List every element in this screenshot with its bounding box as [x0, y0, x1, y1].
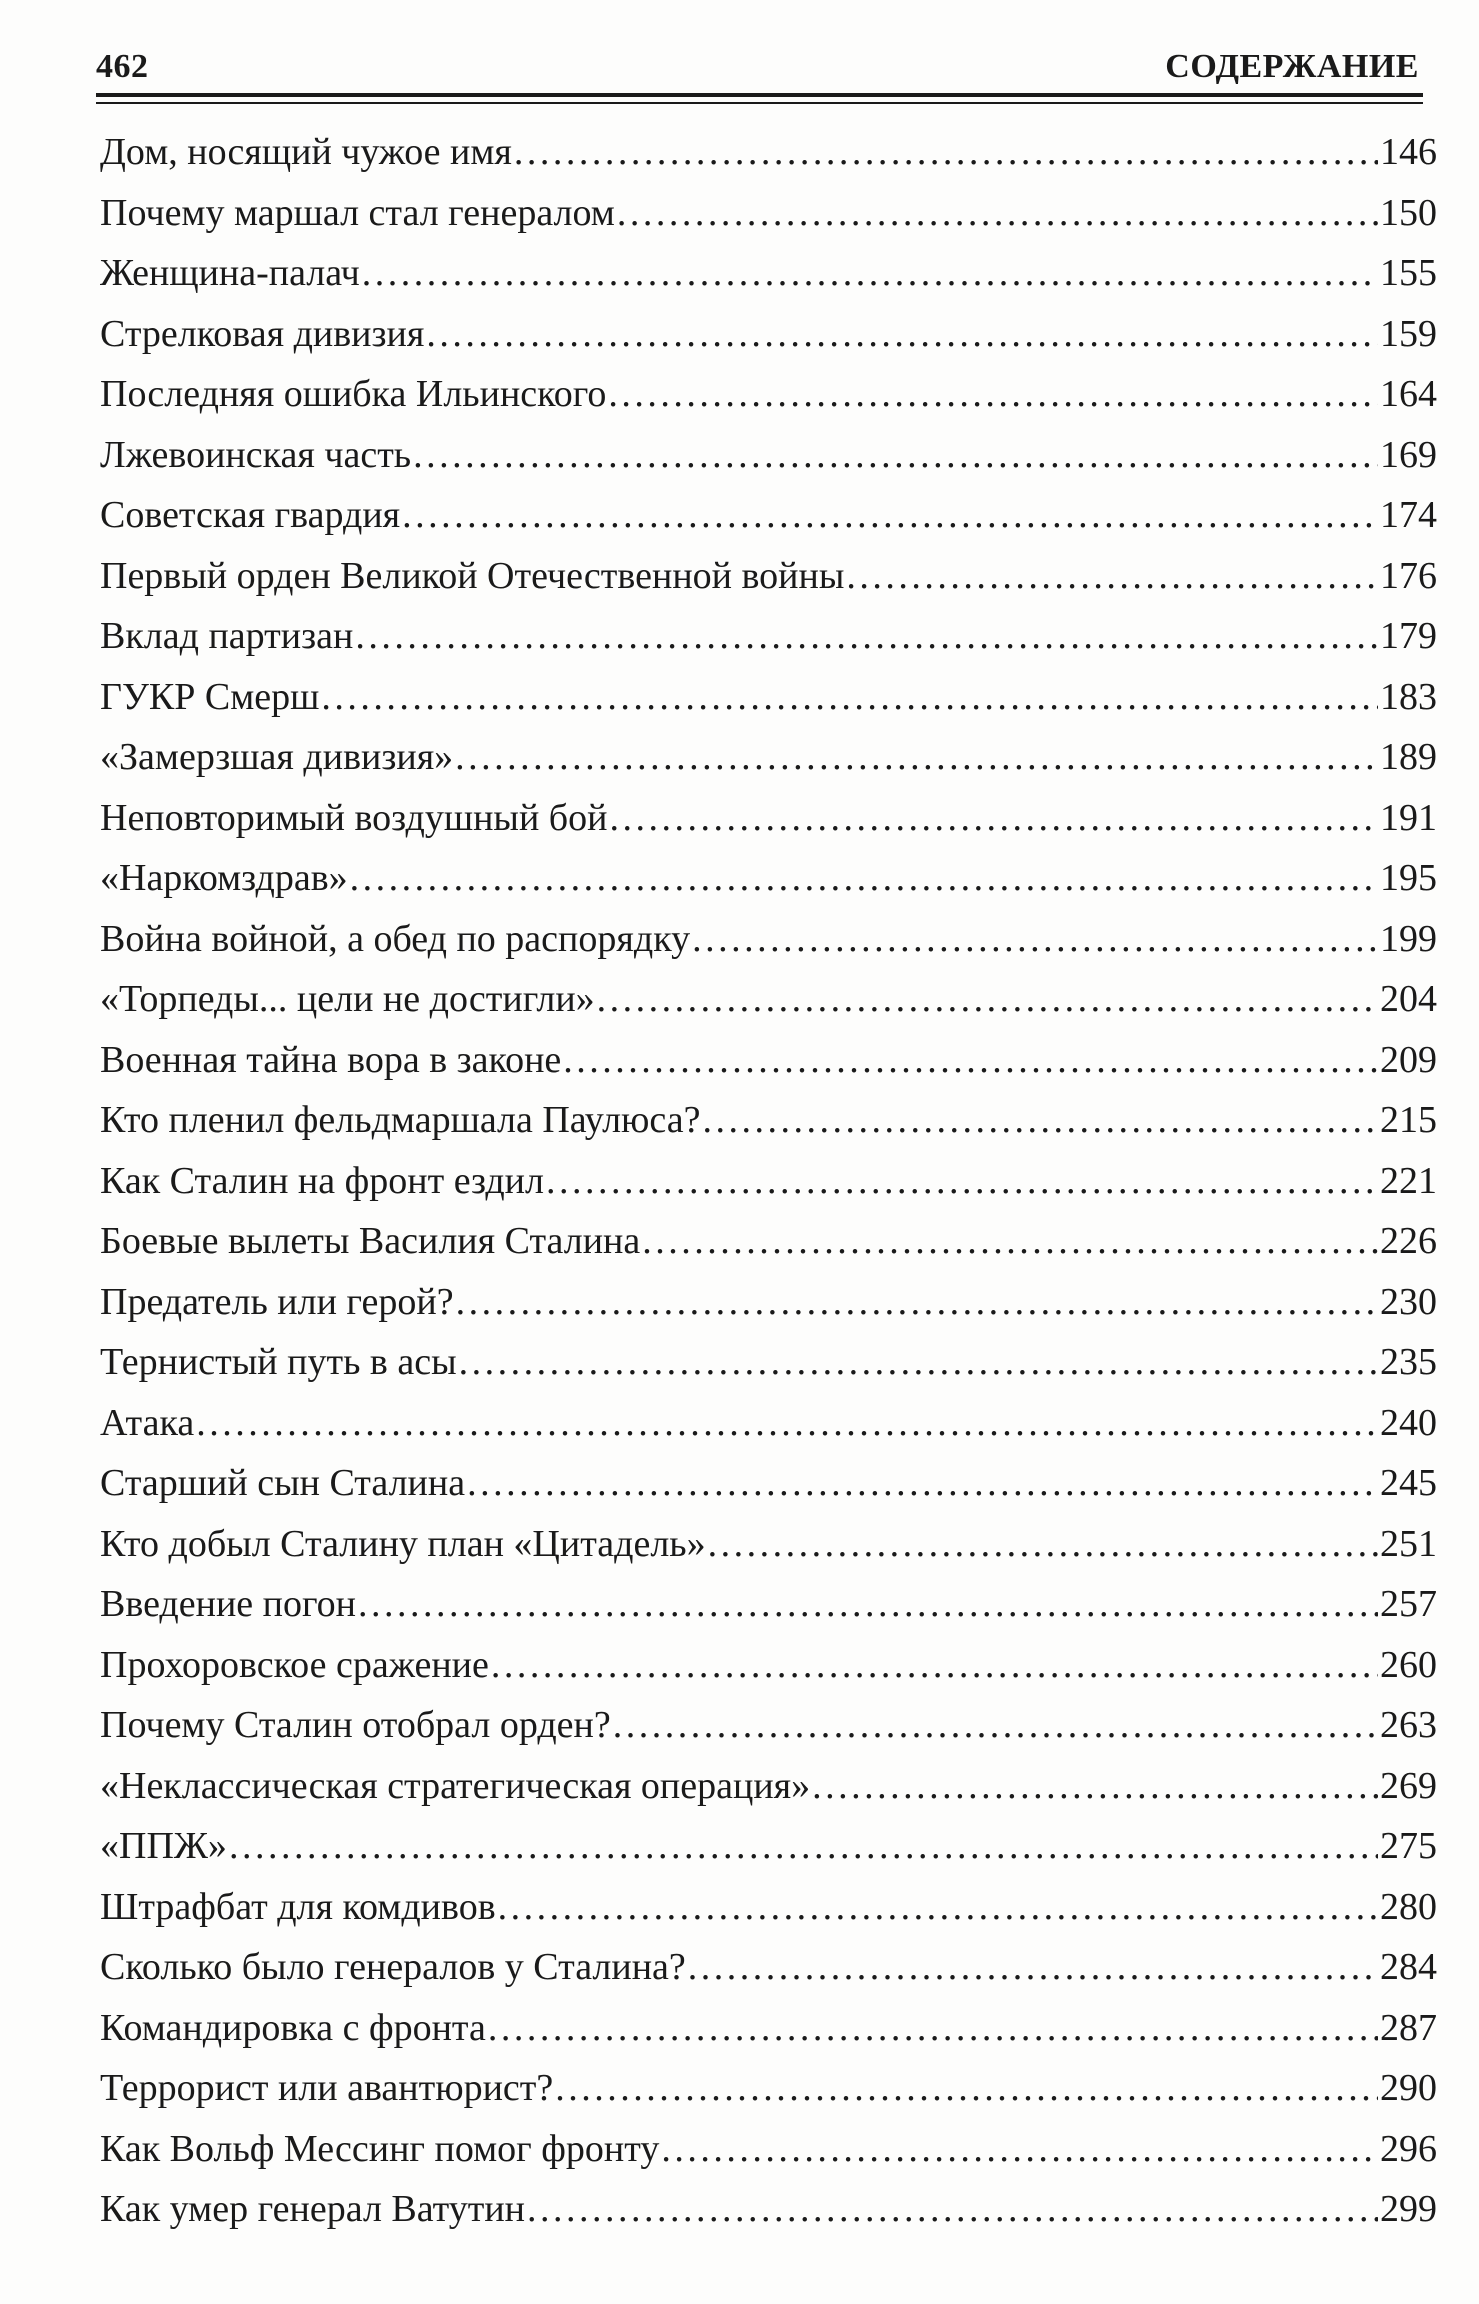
toc-entry-page-number: 150 — [1380, 191, 1437, 234]
toc-dot-leader — [514, 122, 1378, 182]
toc-dot-leader — [413, 425, 1378, 485]
toc-entry — [100, 667, 1437, 728]
toc-entry — [100, 1151, 1437, 1212]
toc-entry-page-number: 296 — [1380, 2127, 1437, 2170]
toc-entry — [100, 2119, 1437, 2180]
toc-entry-title: Штрафбат для комдивов — [100, 1885, 496, 1928]
toc-entry — [100, 606, 1437, 667]
toc-entry — [100, 1211, 1437, 1272]
toc-entry — [100, 1514, 1437, 1575]
table-of-contents — [100, 122, 1437, 2240]
toc-entry-page-number: 230 — [1380, 1280, 1437, 1323]
toc-entry-page-number: 290 — [1380, 2067, 1437, 2109]
toc-entry-page-number: 263 — [1380, 1704, 1437, 1746]
toc-entry-title: Предатель или герой? — [100, 1280, 454, 1323]
toc-entry-page-number: 269 — [1380, 1764, 1437, 1807]
toc-dot-leader — [608, 364, 1378, 424]
toc-dot-leader — [229, 1816, 1378, 1876]
toc-entry-title: Советская гвардия — [100, 494, 401, 536]
toc-entry-page-number: 251 — [1380, 1522, 1437, 1565]
toc-entry-page-number: 280 — [1380, 1885, 1437, 1928]
toc-entry-title: Прохоровское сражение — [100, 1643, 489, 1686]
toc-entry-page-number: 199 — [1380, 917, 1437, 960]
running-head — [96, 40, 1419, 86]
toc-dot-leader — [597, 969, 1378, 1029]
toc-entry-page-number: 159 — [1380, 312, 1437, 355]
toc-entry-page-number: 215 — [1380, 1099, 1437, 1141]
toc-dot-leader — [488, 1998, 1378, 2058]
toc-entry-title: «Замерзшая дивизия» — [100, 736, 454, 778]
toc-entry-page-number: 245 — [1380, 1462, 1437, 1504]
toc-entry — [100, 1393, 1437, 1454]
toc-entry — [100, 1695, 1437, 1756]
toc-entry — [100, 1816, 1437, 1877]
toc-entry — [100, 1756, 1437, 1817]
toc-entry-page-number: 195 — [1380, 857, 1437, 899]
toc-dot-leader — [527, 2179, 1378, 2239]
toc-dot-leader — [498, 1877, 1378, 1937]
toc-dot-leader — [402, 485, 1378, 545]
toc-entry — [100, 1574, 1437, 1635]
toc-entry — [100, 1030, 1437, 1091]
toc-entry — [100, 727, 1437, 788]
toc-entry-page-number: 284 — [1380, 1946, 1437, 1988]
toc-entry-page-number: 287 — [1380, 2006, 1437, 2049]
toc-dot-leader — [491, 1635, 1378, 1695]
toc-dot-leader — [688, 1937, 1378, 1997]
toc-entry-title: Вклад партизан — [100, 615, 354, 657]
toc-entry-title: Почему маршал стал генералом — [100, 191, 615, 234]
toc-entry-title: Кто пленил фельдмаршала Паулюса? — [100, 1099, 701, 1141]
toc-entry — [100, 2058, 1437, 2119]
toc-entry-page-number: 146 — [1380, 131, 1437, 173]
toc-entry-page-number: 299 — [1380, 2188, 1437, 2230]
toc-entry — [100, 1635, 1437, 1696]
toc-dot-leader — [362, 243, 1378, 303]
toc-entry-title: Сколько было генералов у Сталина? — [100, 1946, 686, 1988]
toc-dot-leader — [467, 1453, 1378, 1513]
toc-entry — [100, 1877, 1437, 1938]
toc-dot-leader — [426, 304, 1378, 364]
toc-dot-leader — [661, 2119, 1378, 2179]
toc-entry-title: Как умер генерал Ватутин — [100, 2188, 526, 2230]
toc-dot-leader — [321, 667, 1378, 727]
toc-entry-page-number: 204 — [1380, 978, 1437, 1020]
toc-dot-leader — [459, 1332, 1378, 1392]
toc-entry-page-number: 209 — [1380, 1038, 1437, 1081]
toc-entry-title: Введение погон — [100, 1583, 356, 1625]
toc-entry-page-number: 240 — [1380, 1401, 1437, 1444]
toc-entry — [100, 122, 1437, 183]
toc-entry-title: Первый орден Великой Отечественной войны — [100, 554, 845, 597]
toc-entry — [100, 1272, 1437, 1333]
toc-dot-leader — [703, 1090, 1379, 1150]
header-rule-thick — [96, 93, 1423, 97]
toc-entry — [100, 1332, 1437, 1393]
toc-entry — [100, 243, 1437, 304]
toc-entry-page-number: 174 — [1380, 494, 1437, 536]
toc-dot-leader — [350, 848, 1378, 908]
toc-entry — [100, 485, 1437, 546]
toc-entry-title: Боевые вылеты Василия Сталина — [100, 1220, 641, 1262]
toc-dot-leader — [456, 1272, 1378, 1332]
toc-entry — [100, 364, 1437, 425]
toc-entry-title: Женщина-палач — [100, 252, 360, 294]
toc-dot-leader — [846, 546, 1378, 606]
toc-entry-title: Военная тайна вора в законе — [100, 1038, 562, 1081]
toc-entry — [100, 1453, 1437, 1514]
toc-entry — [100, 304, 1437, 365]
toc-entry — [100, 183, 1437, 244]
toc-dot-leader — [196, 1393, 1378, 1453]
toc-dot-leader — [455, 727, 1378, 787]
toc-entry-page-number: 260 — [1380, 1643, 1437, 1686]
toc-entry-page-number: 164 — [1380, 373, 1437, 415]
toc-entry-title: «Неклассическая стратегическая операция» — [100, 1764, 811, 1807]
toc-entry-title: Старший сын Сталина — [100, 1462, 466, 1504]
toc-entry-title: Лжевоинская часть — [100, 433, 412, 476]
toc-entry — [100, 788, 1437, 849]
toc-entry-page-number: 275 — [1380, 1825, 1437, 1867]
toc-entry-title: Последняя ошибка Ильинского — [100, 373, 607, 415]
toc-entry-title: «ППЖ» — [100, 1825, 227, 1867]
toc-dot-leader — [812, 1756, 1378, 1816]
toc-entry-title: ГУКР Смерш — [100, 675, 320, 718]
toc-dot-leader — [617, 183, 1378, 243]
toc-entry-page-number: 176 — [1380, 554, 1437, 597]
toc-entry-page-number: 189 — [1380, 736, 1437, 778]
toc-dot-leader — [692, 909, 1378, 969]
toc-entry-title: Тернистый путь в асы — [100, 1341, 457, 1383]
toc-entry — [100, 1998, 1437, 2059]
toc-dot-leader — [642, 1211, 1378, 1271]
toc-dot-leader — [563, 1030, 1378, 1090]
toc-entry-page-number: 235 — [1380, 1341, 1437, 1383]
section-title: СОДЕРЖАНИЕ — [1165, 48, 1419, 85]
toc-dot-leader — [355, 606, 1378, 666]
toc-entry-page-number: 257 — [1380, 1583, 1437, 1625]
toc-dot-leader — [546, 1151, 1378, 1211]
toc-entry-title: Кто добыл Сталину план «Цитадель» — [100, 1522, 706, 1565]
page-number: 462 — [96, 48, 149, 85]
toc-entry-title: Неповторимый воздушный бой — [100, 796, 608, 839]
toc-entry — [100, 2179, 1437, 2240]
toc-entry-page-number: 226 — [1380, 1220, 1437, 1262]
toc-entry — [100, 909, 1437, 970]
toc-entry — [100, 969, 1437, 1030]
toc-entry-title: Дом, носящий чужое имя — [100, 131, 512, 173]
toc-dot-leader — [555, 2058, 1378, 2118]
toc-entry-title: Террорист или авантюрист? — [100, 2067, 554, 2109]
toc-entry-page-number: 221 — [1380, 1159, 1437, 1202]
toc-entry-page-number: 183 — [1380, 675, 1437, 718]
toc-entry-title: Как Вольф Мессинг помог фронту — [100, 2127, 660, 2170]
toc-entry-title: Командировка с фронта — [100, 2006, 486, 2049]
toc-entry-page-number: 169 — [1380, 433, 1437, 476]
toc-entry-page-number: 155 — [1380, 252, 1437, 294]
toc-entry-page-number: 179 — [1380, 615, 1437, 657]
toc-entry — [100, 425, 1437, 486]
toc-dot-leader — [613, 1695, 1378, 1755]
toc-entry-title: «Торпеды... цели не достигли» — [100, 978, 595, 1020]
toc-entry — [100, 546, 1437, 607]
toc-entry-title: Почему Сталин отобрал орден? — [100, 1704, 611, 1746]
header-rule-thin — [96, 102, 1423, 104]
toc-entry-title: Стрелковая дивизия — [100, 312, 425, 355]
toc-dot-leader — [708, 1514, 1378, 1574]
toc-entry — [100, 1937, 1437, 1998]
toc-entry — [100, 848, 1437, 909]
toc-entry-title: «Наркомздрав» — [100, 857, 348, 899]
toc-dot-leader — [358, 1574, 1378, 1634]
toc-entry-title: Война войной, а обед по распорядку — [100, 917, 691, 960]
toc-entry — [100, 1090, 1437, 1151]
toc-entry-page-number: 191 — [1380, 796, 1437, 839]
toc-entry-title: Атака — [100, 1401, 195, 1444]
toc-dot-leader — [609, 788, 1378, 848]
toc-entry-title: Как Сталин на фронт ездил — [100, 1159, 544, 1202]
